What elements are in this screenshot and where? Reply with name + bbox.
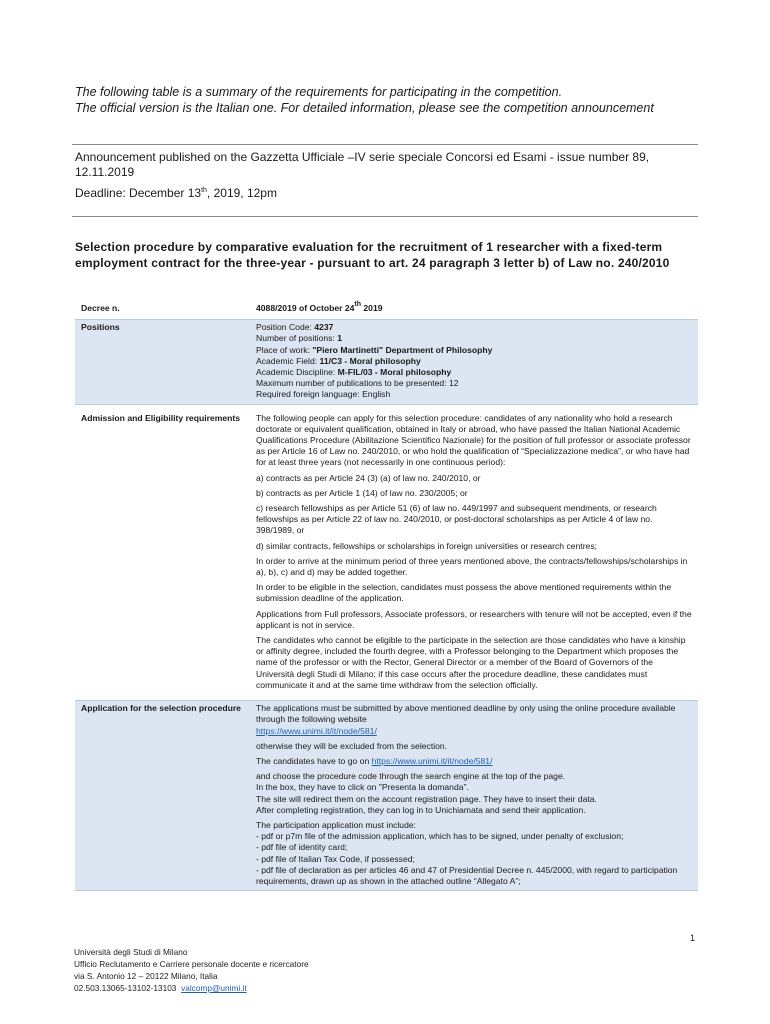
- footer-address: via S. Antonio 12 – 20122 Milano, Italia: [74, 971, 218, 981]
- positions-details: Position Code: 4237 Number of positions: 1 Place of work: "Piero Martinetti" Department of Philosophy Academic Field: 11/C3 - Moral philosophy Academic Discipline: M-FIL/03 - Moral philosophy Maximum number of publications to be presented: 12 Required foreign language: English: [250, 320, 698, 404]
- selection-title: Selection procedure by comparative evaluation for the recruitment of 1 researcher with a fixed-term employment contract for the three-year - pursuant to art. 24 paragraph 3 letter b) of Law no. 240/2010: [75, 240, 670, 270]
- admission-paragraph: In order to be eligible in the selection, candidates must possess the above mentioned requirements within the submission deadline of the application.: [256, 582, 672, 604]
- page-number: 1: [690, 933, 696, 943]
- admission-paragraph: b) contracts as per Article 1 (14) of law no. 230/2005; or: [256, 487, 468, 498]
- requirements-table: [75, 300, 698, 891]
- application-label: Application for the selection procedure: [75, 701, 250, 891]
- admission-paragraph: The candidates who cannot be eligible to the participate in the selection are those candidates who have a kinship or affinity degree, included the fourth degree, with a Professor belonging to the Department which proposes the name of the professor or with the Rector, General Director or a member of the Board of Governors of the Università degli Studi di Milano; if this case occurs after the procedure deadline, these candidates must communicate it and at the same time withdraw from the selection officially.: [256, 635, 686, 690]
- announcement-block: [75, 150, 695, 201]
- intro-note: [75, 84, 695, 116]
- decree-value: 4088/2019 of October 24th 2019: [250, 300, 698, 320]
- footer-university: Università degli Studi di Milano: [74, 947, 188, 957]
- divider-top: [72, 144, 698, 145]
- admission-paragraph: c) research fellowships as per Article 51 (6) of law no. 449/1997 and subsequent mendments, or research fellowships as per Article 22 of law no. 240/2010, or post-doctoral scholarships as per Article 4 of law no. 398/1989, or: [256, 503, 657, 536]
- footer: [74, 946, 309, 994]
- admission-label: Admission and Eligibility requirements: [75, 411, 250, 694]
- footer-phone: 02.503.13065-13102-13103: [74, 983, 177, 993]
- admission-paragraph: a) contracts as per Article 24 (3) (a) of law no. 240/2010, or: [256, 472, 481, 483]
- intro-line-2: The official version is the Italian one. For detailed information, please see the competition announcement: [75, 101, 654, 115]
- admission-paragraph: Applications from Full professors, Associate professors, or researchers with tenure will not be accepted, even if the applicant is not in service.: [256, 608, 692, 630]
- application-details: The applications must be submitted by above mentioned deadline by only using the online procedure available through the following website https://www.unimi.it/it/node/581/ otherwise they will be excluded from the selection. The candidates have to go on https://www.unimi.it/it/node/581/ and choose the procedure code through the search engine at the top of the page. In the box, they have to click on "Presenta la domanda". The site will redirect them on the account registration page. They have to insert their data. After completing registration, they can log in to Unichiamata and send their application. The participation application must include: - pdf or p7m file of the admission application, which has to be signed, under penalty of exclusion; - pdf file of identity card; - pdf file of Italian Tax Code, if possessed; - pdf file of declaration as per articles 46 and 47 of Presidential Decree n. 445/2000, with regard to participation requirements, drawn up as shown in the attached outline “Allegato A”;: [250, 701, 698, 891]
- footer-email-link[interactable]: valcomp@unimi.it: [181, 983, 247, 993]
- website-link[interactable]: https://www.unimi.it/it/node/581/: [256, 725, 377, 736]
- table-row-positions: [75, 320, 698, 404]
- announcement-text: Announcement published on the Gazzetta Ufficiale –IV serie speciale Concorsi ed Esami - issue number 89, 12.11.2019: [75, 150, 650, 179]
- intro-line-1: The following table is a summary of the requirements for participating in the competition.: [75, 85, 563, 99]
- footer-contacts: [74, 982, 309, 994]
- deadline: Deadline: December 13th, 2019, 12pm: [75, 186, 277, 200]
- divider-bottom: [72, 216, 698, 217]
- admission-paragraph: d) similar contracts, fellowships or scholarships in foreign universities or research centres;: [256, 540, 598, 551]
- table-row-application: [75, 701, 698, 891]
- positions-label: Positions: [75, 320, 250, 404]
- admission-paragraph: In order to arrive at the minimum period of three years mentioned above, the contracts/fellowships/scholarships in a), b), c) and d) may be added together.: [256, 555, 688, 578]
- admission-details: [250, 411, 698, 694]
- footer-office: Ufficio Reclutamento e Carriere personale docente e ricercatore: [74, 959, 309, 969]
- table-row-decree: [75, 300, 698, 320]
- table-row-admission: [75, 411, 698, 694]
- admission-paragraph: The following people can apply for this selection procedure: candidates of any nationality who hold a research doctorate or equivalent qualification, obtained in Italy or abroad, who have passed the Italian National Academic Qualifications Procedure (Abilitazione Scientifico Nazionale) for the position of full professor or associate professor as per Article 16 of Law no. 240/2010, or who hold the qualification of “Specializzazione medica”, or who have had for at least three years (not necessarily in one continuous period):: [256, 412, 691, 468]
- decree-label: Decree n.: [75, 300, 250, 320]
- website-link-2[interactable]: https://www.unimi.it/it/node/581/: [371, 755, 493, 766]
